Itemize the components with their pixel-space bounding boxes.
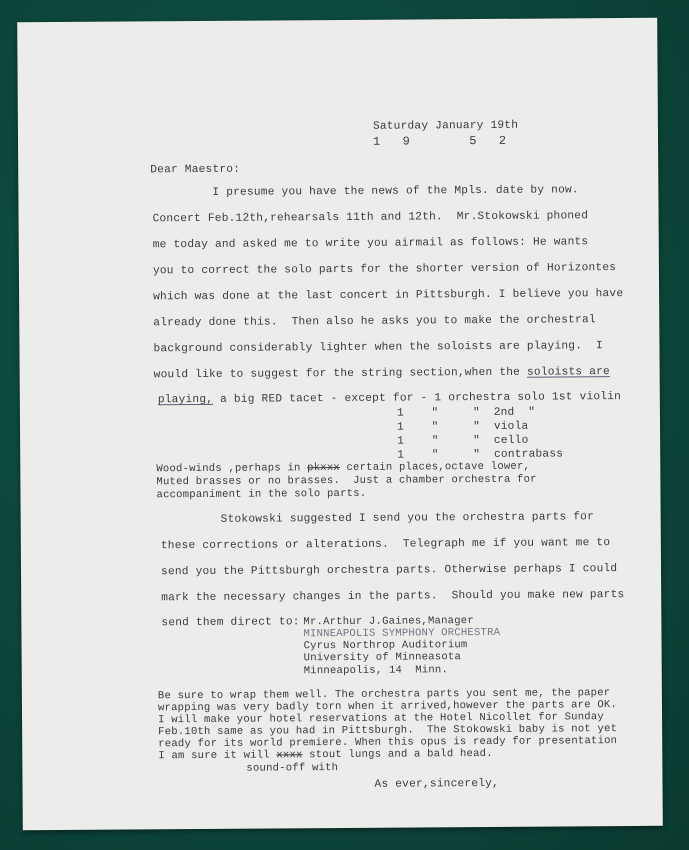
tacet-line (158, 392, 621, 406)
paragraph-2-line: send you the Pittsburgh orchestra parts. Otherwise perhaps I could (160, 563, 618, 579)
address-line: Cyrus Northrop Auditorium (303, 639, 468, 653)
address-line: Mr.Arthur J.Gaines,Manager (303, 615, 474, 629)
wood-winds-text-2: certain places,octave lower, (339, 460, 531, 475)
salutation: Dear Maestro: (150, 163, 241, 177)
paragraph-1-line: me today and asked me to write you airmail as follows: He wants (152, 236, 589, 252)
paragraph-2-line: mark the necessary changes in the parts. Should you make new parts (161, 589, 625, 605)
paragraph-3-line: Feb.10th same as you had in Pittsburgh. The Stokowski baby is not yet (158, 723, 618, 739)
solo-row: 1 " " viola (396, 420, 529, 434)
solo-row: 1 " " 2nd " (396, 406, 536, 420)
year-line: 1 9 5 2 (372, 133, 507, 149)
tacet-text: a big RED tacet - except for - 1 orchestra solo 1st violin (213, 391, 622, 406)
address-line: Minneapolis, 14 Minn. (303, 664, 449, 678)
date-line: Saturday January 19th (372, 119, 519, 133)
wood-winds-line (156, 462, 530, 475)
solo-row: 1 " " contrabass (397, 448, 564, 462)
underlined-soloists: soloists are (526, 366, 610, 379)
paragraph-1-line: which was done at the last concert in Pittsburgh. I believe you have (153, 288, 624, 304)
paragraph-3-line (158, 749, 493, 762)
string-section-text: would like to suggest for the string section,when the (153, 366, 521, 382)
closing: As ever,sincerely, (374, 777, 500, 791)
muted-brasses-line: Muted brasses or no brasses. Just a chamber orchestra for (156, 473, 537, 489)
paragraph-1-line: you to correct the solo parts for the shorter version of Horizontes (152, 262, 617, 278)
solo-row: 1 " " cello (397, 434, 529, 448)
paragraph-3-end: stout lungs and a bald head. (302, 747, 493, 762)
paragraph-3-text: I am sure it will (158, 749, 277, 763)
paragraph-2-line: these corrections or alterations. Telegraph me if you want me to (160, 537, 611, 553)
struck-word-2: xxxx (276, 749, 303, 762)
accompaniment-line: accompaniment in the solo parts. (156, 487, 367, 502)
soundoff-line: sound-off with (246, 762, 339, 775)
paragraph-1-line: background considerably lighter when the soloists are playing. I (153, 340, 603, 356)
paragraph-1-line: I presume you have the news of the Mpls. date by now. (212, 184, 579, 199)
paragraph-1-line: Concert Feb.12th,rehearsals 11th and 12th. Mr.Stokowski phoned (152, 210, 589, 226)
wood-winds-text: Wood-winds ,perhaps in (156, 462, 308, 476)
paragraph-1-line: already done this. Then also he asks you to make the orchestral (153, 314, 596, 330)
paragraph-1-line (154, 367, 610, 381)
underlined-playing: playing, (157, 393, 214, 407)
paragraph-3-line: ready for its world premiere. When this opus is ready for presentation (158, 735, 618, 751)
paragraph-3-line: wrapping was very badly torn when it arrived,however the parts are OK. (157, 699, 618, 715)
paragraph-3-line: Be sure to wrap them well. The orchestra parts you sent me, the paper (157, 687, 611, 703)
struck-word: pkxxx (307, 462, 340, 475)
typewritten-letter (17, 18, 663, 830)
send-direct-label: send them direct to: (161, 616, 300, 630)
paragraph-3-line: I will make your hotel reservations at the Hotel Nicollet for Sunday (158, 711, 605, 727)
address-line: MINNEAPOLIS SYMPHONY ORCHESTRA (303, 626, 501, 641)
paragraph-2-line: Stokowski suggested I send you the orchestra parts for (220, 511, 595, 526)
address-line: University of Minneasota (303, 651, 462, 665)
